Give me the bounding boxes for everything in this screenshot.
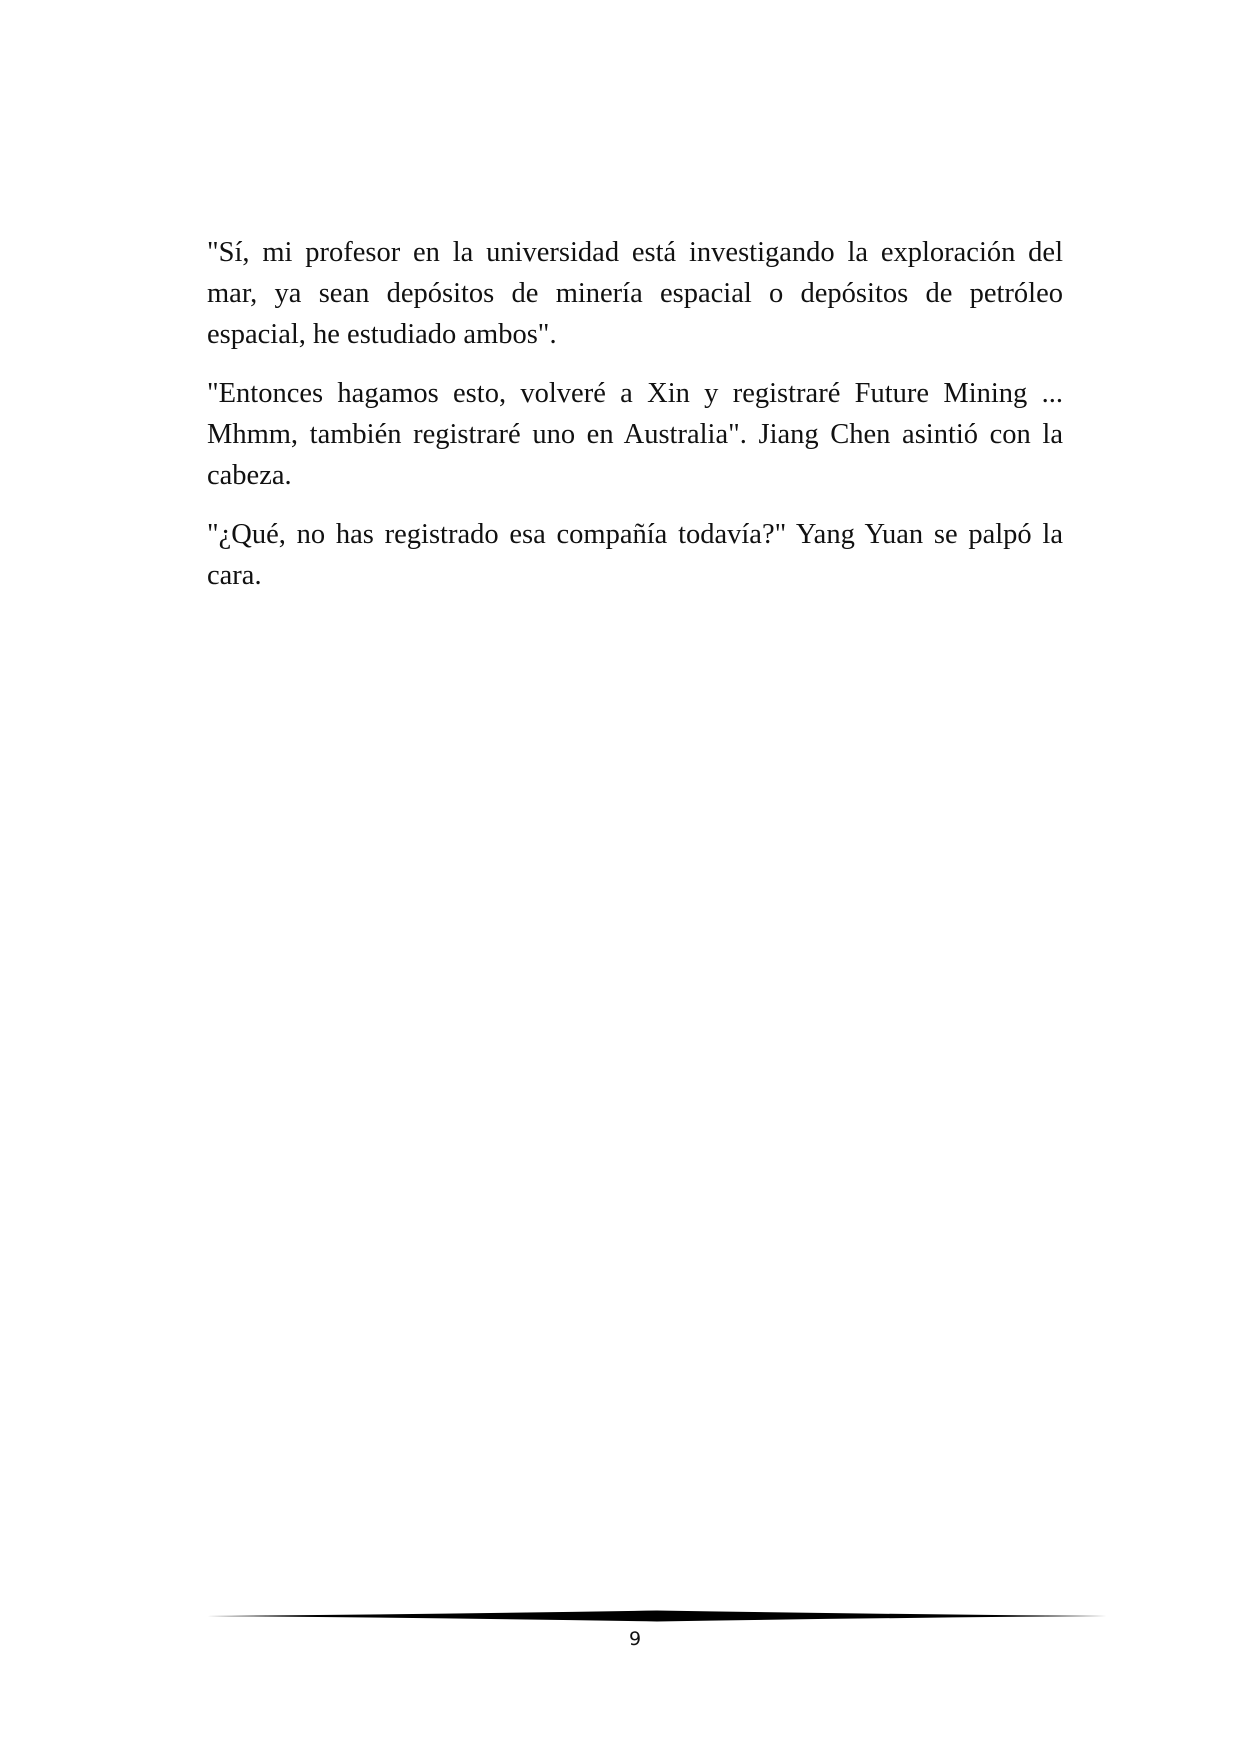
paragraph-1: "Sí, mi profesor en la universidad está investigando la exploración del mar, ya sean depósitos de minería espacial o depósitos de petróleo espacial, he estudiado ambos".	[207, 237, 1063, 350]
page-number: 9	[628, 1628, 642, 1650]
paragraph-3: "¿Qué, no has registrado esa compañía todavía?" Yang Yuan se palpó la cara.	[207, 519, 1063, 591]
footer-divider	[207, 1609, 1107, 1623]
paragraph-2: "Entonces hagamos esto, volveré a Xin y registraré Future Mining ... Mhmm, también registraré uno en Australia". Jiang Chen asintió con la cabeza.	[207, 378, 1063, 491]
body-text	[207, 232, 1063, 614]
